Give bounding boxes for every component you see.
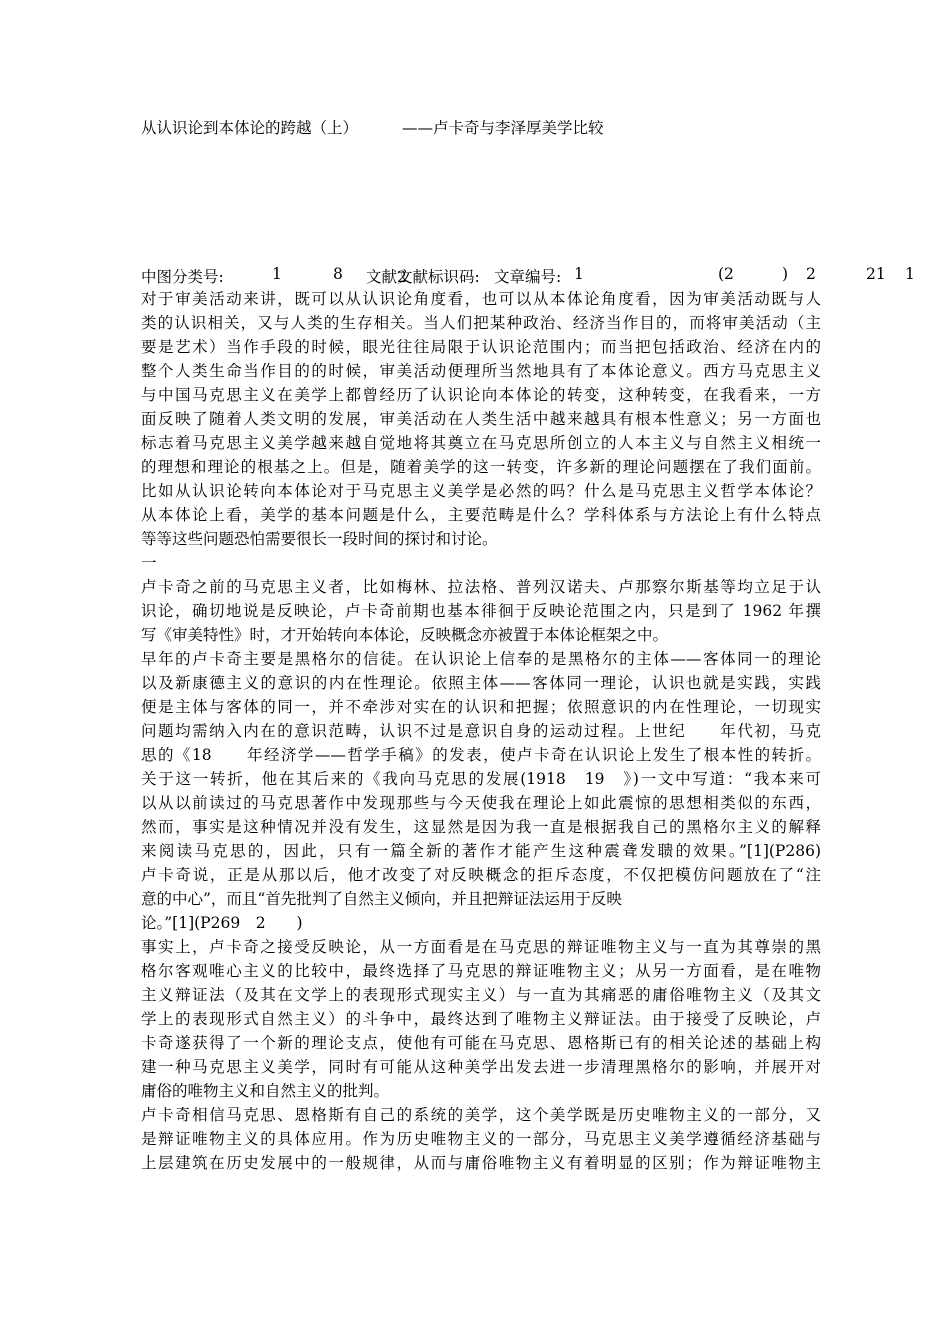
- body-line: 以及新康德主义的意识的内在性理论。依照主体——客体同一理论，认识也就是实践，实践: [141, 674, 821, 692]
- body-line: 识论，确切地说是反映论，卢卡奇前期也基本徘徊于反映论范围之内，只是到了 1962 年撰: [141, 602, 821, 620]
- body-line: 事实上，卢卡奇之接受反映论，从一方面看是在马克思的辩证唯物主义与一直为其尊崇的黑: [141, 938, 821, 956]
- article-number-value: 1: [574, 265, 584, 283]
- body-line: 一: [141, 554, 157, 572]
- body-line: 从本体论上看，美学的基本问题是什么，主要范畴是什么？学科体系与方法论上有什么特点: [141, 506, 821, 524]
- page-number: 21: [866, 265, 886, 283]
- body-line: 建一种马克思主义美学，同时有可能从这种美学出发去进一步清理黑格尔的影响，并展开对: [141, 1058, 821, 1076]
- body-line: 标志着马克思主义美学越来越自觉地将其奠立在马克思所创立的人本主义与自然主义相统一: [141, 434, 821, 452]
- body-line: 关于这一转折，他在其后来的《我向马克思的发展(1918 19 》)一文中写道：“我本来可: [141, 770, 821, 788]
- body-line: 与中国马克思主义在美学上都曾经历了认识论向本体论的转变，这种转变，在我看来，一方: [141, 386, 821, 404]
- body-line: 论。”[1](P269 2 ): [141, 914, 303, 932]
- body-line: 便是主体与客体的同一，并不牵涉对实在的认识和把握；依照意识的内在性理论，一切现实: [141, 698, 821, 716]
- body-line: 来阅读马克思的，因此，只有一篇全新的著作才能产生这种震聋发聩的效果。”[1](P286): [141, 842, 821, 860]
- body-line: 然而，事实是这种情况并没有发生，这显然是因为我一直是根据我自己的黑格尔主义的解释: [141, 818, 821, 836]
- body-line: 上层建筑在历史发展中的一般规律，从而与庸俗唯物主义有着明显的区别；作为辩证唯物主: [141, 1154, 821, 1172]
- body-line: 是辩证唯物主义的具体应用。作为历史唯物主义的一部分，马克思主义美学遵循经济基础与: [141, 1130, 821, 1148]
- body-line: 对于审美活动来讲，既可以从认识论角度看，也可以从本体论角度看，因为审美活动既与人: [141, 290, 821, 308]
- body-line: 主义辩证法（及其在文学上的表现形式现实主义）与一直为其痛恶的庸俗唯物主义（及其文: [141, 986, 821, 1004]
- title-main: 从认识论到本体论的跨越（上）: [141, 119, 359, 137]
- body-line: 比如从认识论转向本体论对于马克思主义美学是必然的吗？什么是马克思主义哲学本体论？: [141, 482, 821, 500]
- body-line: 的理想和理论的根基之上。但是，随着美学的这一转变，许多新的理论问题摆在了我们面前。: [141, 458, 821, 476]
- body-line: 意的中心”，而且“首先批判了自然主义倾向，并且把辩证法运用于反映: [141, 890, 622, 908]
- body-line: 问题均需纳入内在的意识范畴，认识不过是意识自身的运动过程。上世纪 年代初，马克: [141, 722, 821, 740]
- body-line: 卡奇遂获得了一个新的理论支点，使他有可能在马克思、恩格斯已有的相关论述的基础上构: [141, 1034, 821, 1052]
- body-line: 面反映了随着人类文明的发展，审美活动在人类生活中越来越具有根本性意义；另一方面也: [141, 410, 821, 428]
- body-line: 等等这些问题恐怕需要很长一段时间的探讨和讨论。: [141, 530, 498, 548]
- metadata-line: [0, 265, 950, 287]
- page-count: 1: [905, 265, 915, 283]
- body-line: 卢卡奇之前的马克思主义者，比如梅林、拉法格、普列汉诺夫、卢那察尔斯基等均立足于认: [141, 578, 821, 596]
- issue-paren-close: ): [782, 265, 789, 283]
- clc-value-1: 1: [272, 265, 282, 283]
- body-line: 以从以前读过的马克思著作中发现那些与今天使我在理论上如此震惊的思想相类似的东西，: [141, 794, 821, 812]
- title-subtitle: ——卢卡奇与李泽厚美学比较: [402, 119, 604, 137]
- body-line: 庸俗的唯物主义和自然主义的批判。: [141, 1082, 390, 1100]
- body-line: 格尔客观唯心主义的比较中，最终选择了马克思的辩证唯物主义；从另一方面看，是在唯物: [141, 962, 821, 980]
- issue-paren-open: (2: [718, 265, 734, 283]
- body-line: 类的认识相关，又与人类的生存相关。当人们把某种政治、经济当作目的，而将审美活动（主: [141, 314, 821, 332]
- body-line: 早年的卢卡奇主要是黑格尔的信徒。在认识论上信奉的是黑格尔的主体——客体同一的理论: [141, 650, 821, 668]
- doc-code-overlap: 文献2: [366, 268, 407, 286]
- body-line: 卢卡奇说，正是从那以后，他才改变了对反映概念的拒斥态度，不仅把模仿问题放在了“注: [141, 866, 821, 884]
- clc-value-2: 8: [333, 265, 343, 283]
- issue-number: 2: [806, 265, 816, 283]
- body-line: 思的《18 年经济学——哲学手稿》的发表，使卢卡奇在认识论上发生了根本性的转折。: [141, 746, 821, 764]
- doc-code-label: 文献标识码:: [397, 268, 480, 286]
- body-line: 写《审美特性》时，才开始转向本体论，反映概念亦被置于本体论框架之中。: [141, 626, 669, 644]
- article-number-label: 文章编号:: [494, 268, 562, 286]
- clc-label: 中图分类号:: [141, 268, 224, 286]
- body-line: 卢卡奇相信马克思、恩格斯有自己的系统的美学，这个美学既是历史唯物主义的一部分，又: [141, 1106, 821, 1124]
- article-body: [141, 287, 821, 1175]
- article-title: [141, 116, 604, 138]
- body-line: 学上的表现形式自然主义）的斗争中，最终达到了唯物主义辩证法。由于接受了反映论，卢: [141, 1010, 821, 1028]
- body-line: 要是艺术）当作手段的时候，眼光往往局限于认识论范围内；而当把包括政治、经济在内的: [141, 338, 821, 356]
- body-line: 整个人类生命当作目的的时候，审美活动便理所当然地具有了本体论意义。西方马克思主义: [141, 362, 821, 380]
